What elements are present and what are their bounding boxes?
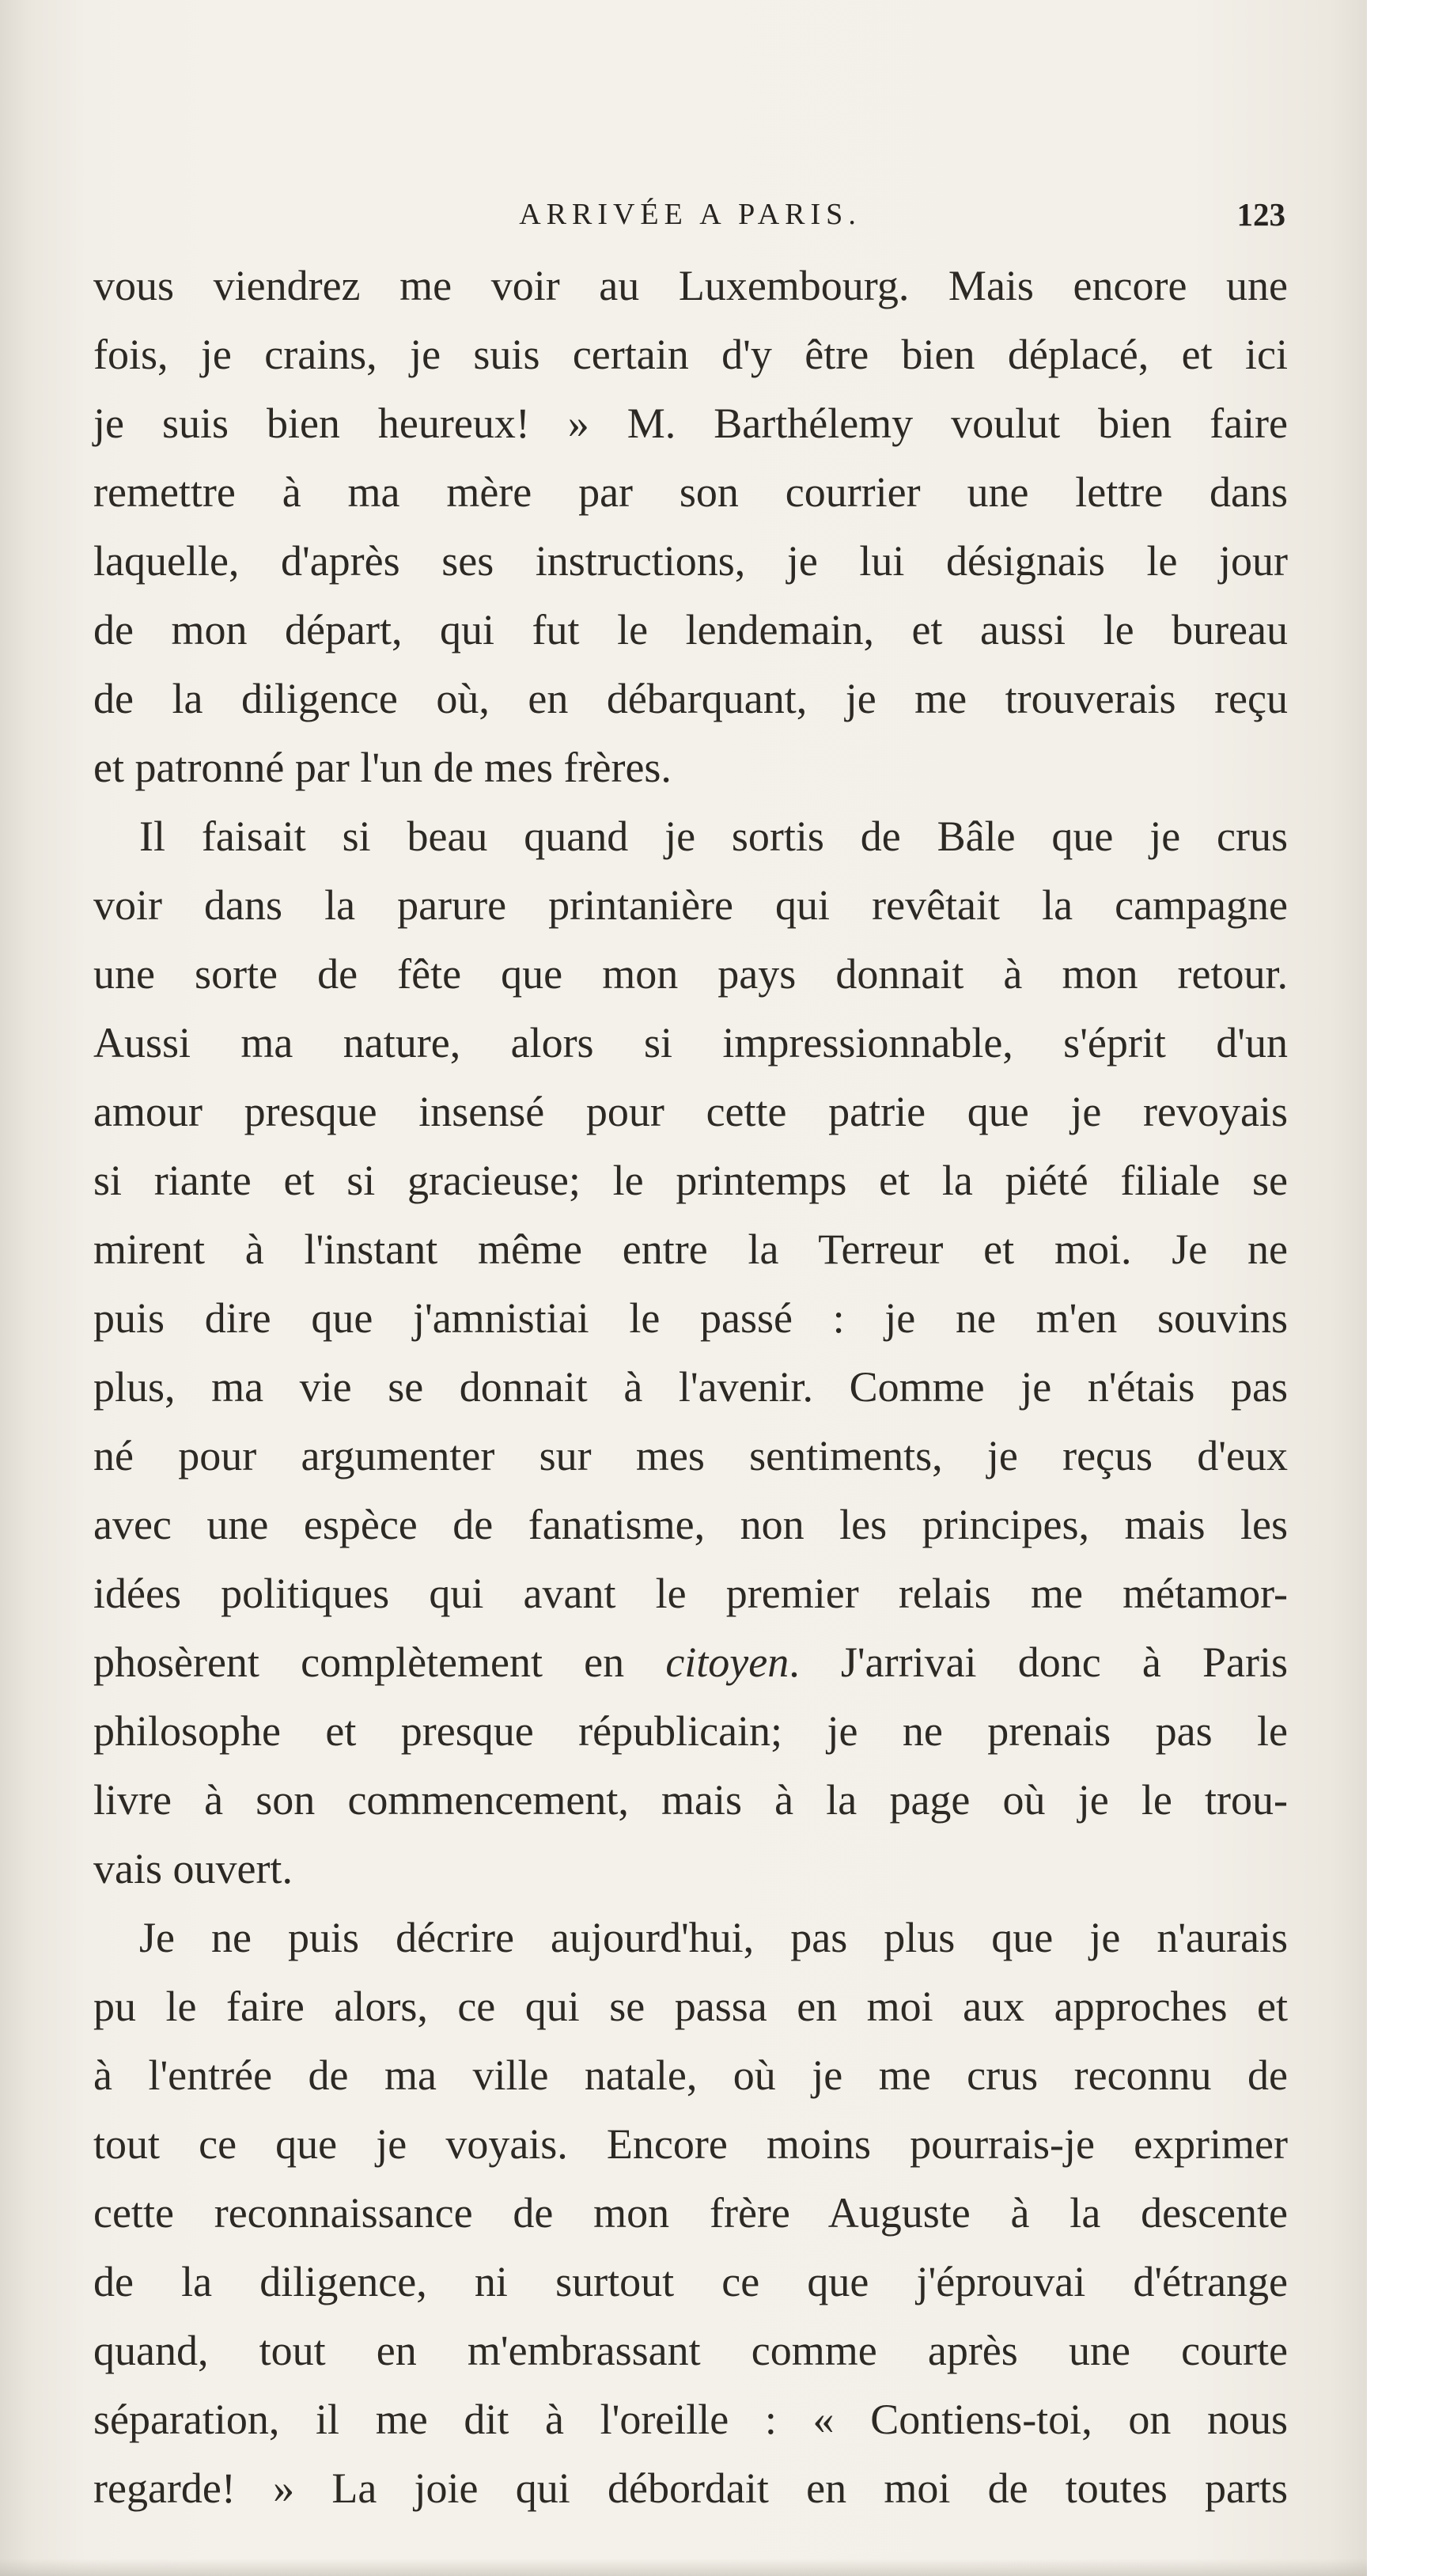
text-line: fois, je crains, je suis certain d'y être bien déplacé, et ici — [93, 331, 1288, 378]
text-line: livre à son commencement, mais à la page où je le trou- — [93, 1776, 1288, 1824]
text-line: à l'entrée de ma ville natale, où je me crus reconnu de — [93, 2051, 1288, 2099]
text-line: je suis bien heureux! » M. Barthélemy voulut bien faire — [93, 400, 1288, 447]
text-line: amour presque insensé pour cette patrie que je revoyais — [93, 1088, 1288, 1135]
text-line: idées politiques qui avant le premier relais me métamor- — [93, 1570, 1288, 1617]
page-bottom-edge — [0, 2559, 1367, 2576]
text-line: pu le faire alors, ce qui se passa en moi aux approches et — [93, 1983, 1288, 2030]
text-line: de mon départ, qui fut le lendemain, et aussi le bureau — [93, 606, 1288, 653]
text-line: et patronné par l'un de mes frères. — [93, 744, 672, 791]
italic-word: citoyen — [665, 1638, 789, 1686]
text-line: tout ce que je voyais. Encore moins pourrais-je exprimer — [93, 2120, 1288, 2168]
text-line: né pour argumenter sur mes sentiments, je reçus d'eux — [93, 1432, 1288, 1479]
text-line: si riante et si gracieuse; le printemps et la piété filiale se — [93, 1157, 1288, 1204]
text-line: philosophe et presque républicain; je ne prenais pas le — [93, 1707, 1288, 1755]
text-line: Je ne puis décrire aujourd'hui, pas plus que je n'aurais — [139, 1914, 1288, 1961]
text-line: de la diligence, ni surtout ce que j'éprouvai d'étrange — [93, 2258, 1288, 2305]
text-line: séparation, il me dit à l'oreille : « Contiens-toi, on nous — [93, 2396, 1288, 2443]
text-line: vous viendrez me voir au Luxembourg. Mais encore une — [93, 262, 1288, 309]
text-line: remettre à ma mère par son courrier une lettre dans — [93, 468, 1288, 516]
running-header — [95, 195, 1285, 234]
running-title: ARRIVÉE A PARIS. — [519, 198, 861, 231]
text-line: de la diligence où, en débarquant, je me trouverais reçu — [93, 675, 1288, 722]
text-line: une sorte de fête que mon pays donnait à mon retour. — [93, 950, 1288, 998]
text-line: regarde! » La joie qui débordait en moi de toutes parts — [93, 2464, 1288, 2512]
text-line: mirent à l'instant même entre la Terreur et moi. Je ne — [93, 1225, 1288, 1273]
text-line: cette reconnaissance de mon frère Auguste à la descente — [93, 2189, 1288, 2237]
text-line: Il faisait si beau quand je sortis de Bâle que je crus — [139, 813, 1288, 860]
text-line: laquelle, d'après ses instructions, je lui désignais le jour — [93, 537, 1288, 585]
text-line: Aussi ma nature, alors si impressionnable, s'éprit d'un — [93, 1019, 1288, 1066]
text-line: puis dire que j'amnistiai le passé : je ne m'en souvins — [93, 1294, 1288, 1342]
text-line: voir dans la parure printanière qui revêtait la campagne — [93, 881, 1288, 929]
text-line: plus, ma vie se donnait à l'avenir. Comme je n'étais pas — [93, 1363, 1288, 1411]
text-line: vais ouvert. — [93, 1845, 293, 1892]
text-line: avec une espèce de fanatisme, non les principes, mais les — [93, 1501, 1288, 1548]
text-line: phosèrent complètement en citoyen. J'arrivai donc à Paris — [93, 1638, 1288, 1686]
text-line: quand, tout en m'embrassant comme après une courte — [93, 2327, 1288, 2374]
body-text — [93, 252, 1288, 2523]
page-number: 123 — [1236, 196, 1285, 233]
